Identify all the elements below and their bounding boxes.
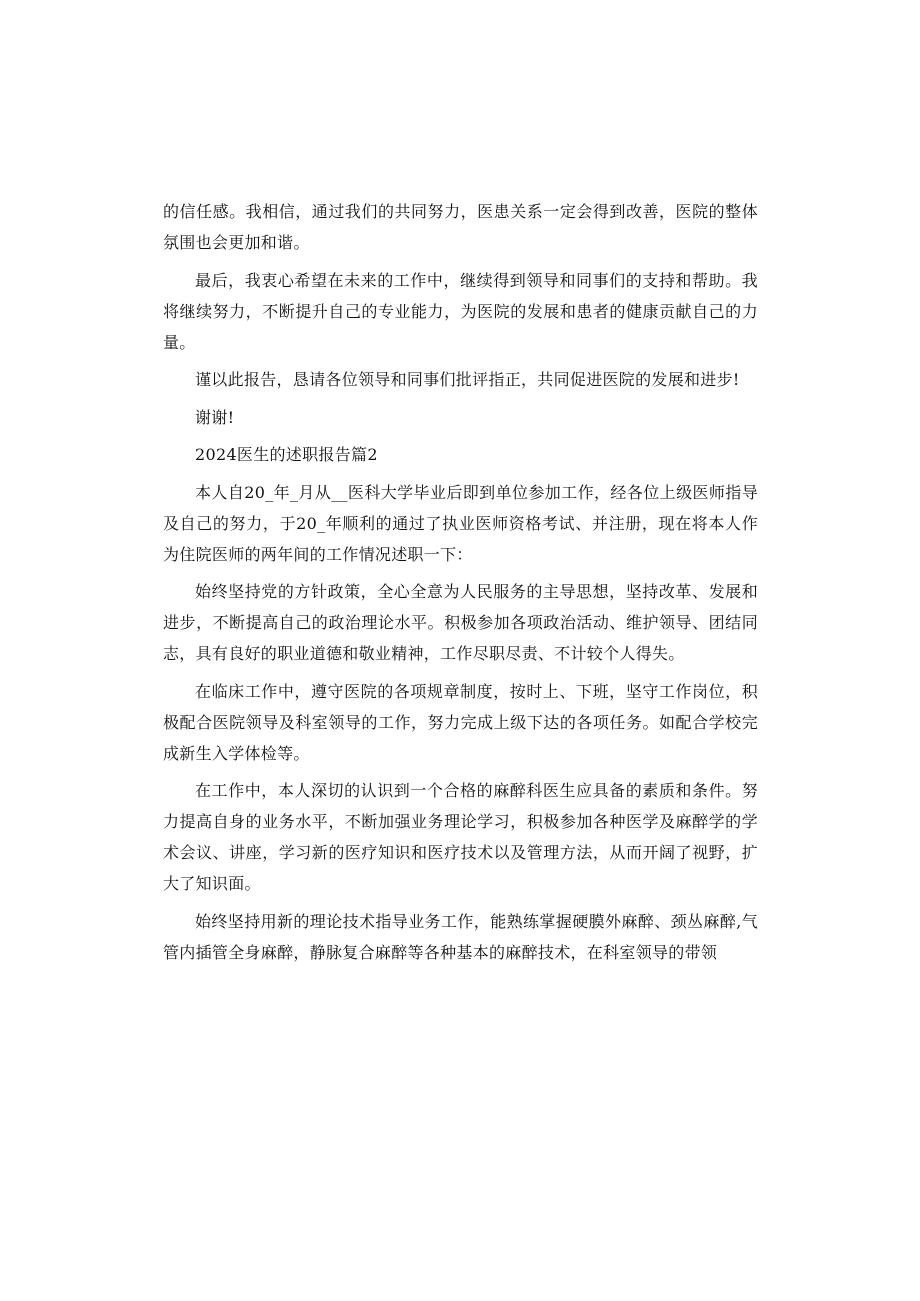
- paragraph-techniques: 始终坚持用新的理论技术指导业务工作，能熟练掌握硬膜外麻醉、颈丛麻醉,气管内插管全身麻醉，静脉复合麻醉等各种基本的麻醉技术，在科室领导的带领: [163, 911, 758, 962]
- paragraph-clinical-work: 在临床工作中，遵守医院的各项规章制度，按时上、下班，坚守工作岗位，积极配合医院领导及科室领导的工作，努力完成上级下达的各项任务。如配合学校完成新生入学体检等。: [163, 681, 758, 763]
- paragraph-closing-hope: 最后，我衷心希望在未来的工作中，继续得到领导和同事们的支持和帮助。我将继续努力，不断提升自己的专业能力，为医院的发展和患者的健康贡献自己的力量。: [163, 270, 758, 352]
- paragraph-politics: 始终坚持党的方针政策，全心全意为人民服务的主导思想，坚持改革、发展和进步，不断提高自己的政治理论水平。积极参加各项政治活动、维护领导、团结同志，具有良好的职业道德和敬业精神，工作尽职尽责、不计较个人得失。: [163, 582, 758, 663]
- section-heading: 2024医生的述职报告篇2: [195, 445, 378, 464]
- paragraph-thanks: 谢谢!: [195, 407, 235, 427]
- paragraph-intro: 本人自20_年_月从__医科大学毕业后即到单位参加工作，经各位上级医师指导及自己的努力，于20_年顺利的通过了执业医师资格考试、并注册，现在将本人作为住院医师的两年间的工作情况述职一下：: [163, 482, 758, 564]
- paragraph-study: 在工作中，本人深切的认识到一个合格的麻醉科医生应具备的素质和条件。努力提高自身的业务水平，不断加强业务理论学习，积极参加各种医学及麻醉学的学术会议、讲座，学习新的医疗知识和医疗技术以及管理方法，从而开阔了视野，扩大了知识面。: [163, 781, 758, 893]
- paragraph-continuation: 的信任感。我相信，通过我们的共同努力，医患关系一定会得到改善，医院的整体氛围也会更加和谐。: [163, 202, 758, 252]
- document-page: [163, 196, 758, 974]
- paragraph-request-feedback: 谨以此报告，恳请各位领导和同事们批评指正，共同促进医院的发展和进步!: [195, 370, 740, 389]
